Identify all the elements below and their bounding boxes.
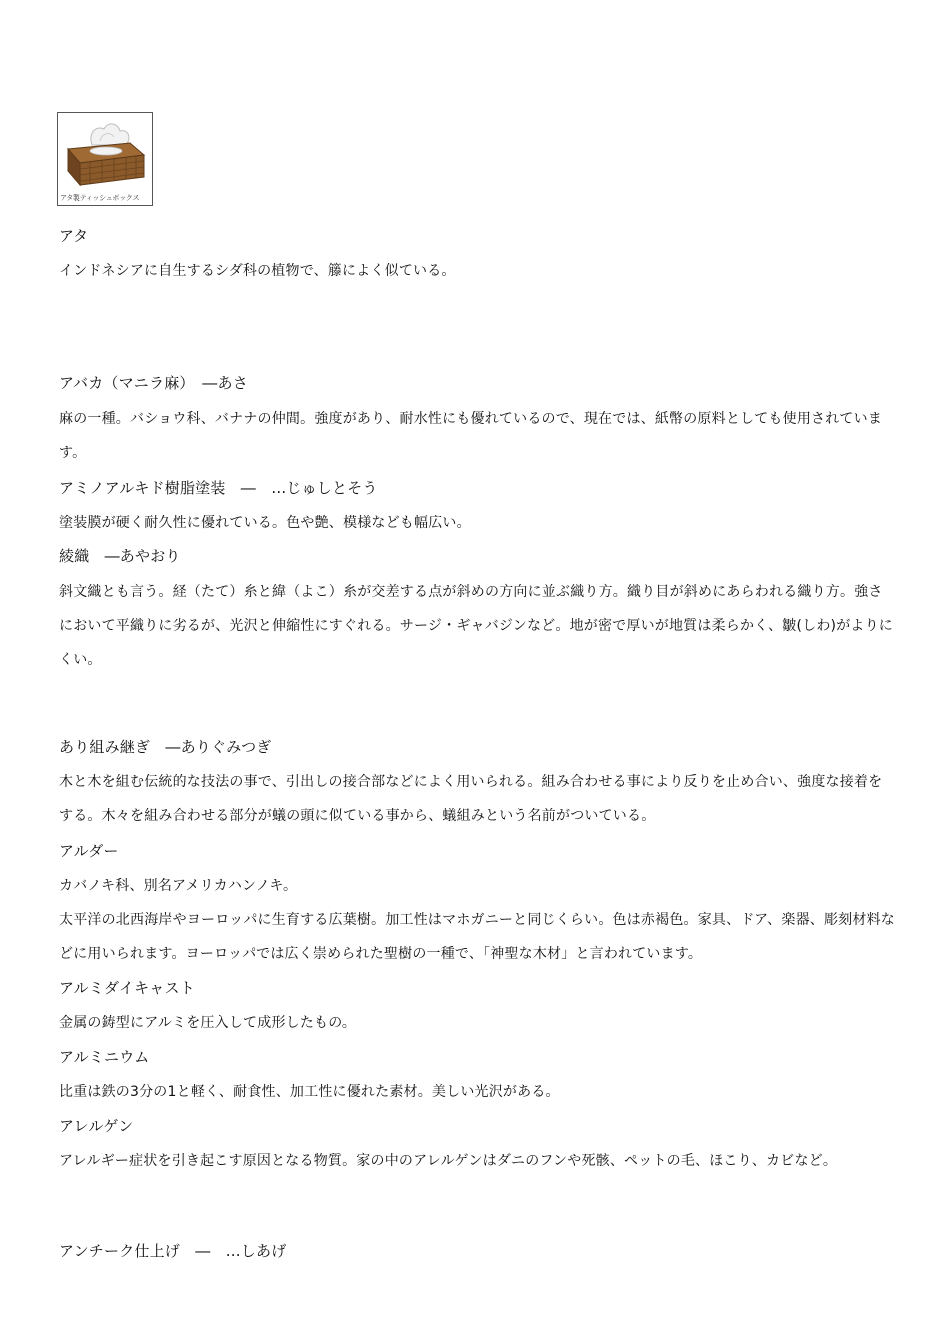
- term-antique-finish: アンチーク仕上げ ― …しあげ: [59, 1242, 287, 1260]
- term-aluminium: アルミニウム: [59, 1048, 150, 1066]
- desc-ayaori: 斜文織とも言う。経（たて）糸と緯（よこ）糸が交差する点が斜めの方向に並ぶ織り方。織り目が斜めにあらわれる織り方。強さにおいて平織りに劣るが、光沢と伸縮性にすぐれる。サージ・ギャバジンなど。地が密で厚いが地質は柔らかく、皺(しわ)がよりにくい。: [59, 584, 894, 668]
- term-ata: アタ: [59, 227, 89, 245]
- desc-aluminium: 比重は鉄の3分の1と軽く、耐食性、加工性に優れた素材。美しい光沢がある。: [59, 1084, 560, 1100]
- term-abaka: アバカ（マニラ麻） ―あさ: [59, 374, 248, 392]
- term-die-cast: アルミダイキャスト: [59, 979, 195, 997]
- desc-allergen: アレルギー症状を引き起こす原因となる物質。家の中のアレルゲンはダニのフンや死骸、ペットの毛、ほこり、カビなど。: [59, 1153, 838, 1169]
- desc-ata: インドネシアに自生するシダ科の植物で、籐によく似ている。: [59, 263, 456, 279]
- image-caption: アタ製ティッシュボックス: [60, 194, 140, 202]
- tissue-box-illustration: [60, 115, 150, 191]
- desc-die-cast: 金属の鋳型にアルミを圧入して成形したもの。: [59, 1015, 357, 1031]
- desc-abaka: 麻の一種。バショウ科、バナナの仲間。強度があり、耐水性にも優れているので、現在では、紙幣の原料としても使用されています。: [59, 411, 883, 461]
- term-arigumi: あり組み継ぎ ―ありぐみつぎ: [59, 738, 272, 756]
- desc-amino-alkyd: 塗装膜が硬く耐久性に優れている。色や艶、模様なども幅広い。: [59, 515, 471, 531]
- desc-alder-1: カバノキ科、別名アメリカハンノキ。: [59, 878, 298, 894]
- term-alder: アルダー: [59, 842, 119, 860]
- desc-alder-2: 太平洋の北西海岸やヨーロッパに生育する広葉樹。加工性はマホガニーと同じくらい。色は赤褐色。家具、ドア、楽器、彫刻材料などに用いられます。ヨーロッパでは広く崇められた聖樹の一種で、「神聖な木材」と言われています。: [59, 912, 895, 962]
- term-ayaori: 綾織 ―あやおり: [59, 547, 181, 565]
- ata-tissue-box-image: [57, 112, 153, 206]
- desc-arigumi: 木と木を組む伝統的な技法の事で、引出しの接合部などによく用いられる。組み合わせる事により反りを止め合い、強度な接着をする。木々を組み合わせる部分が蟻の頭に似ている事から、蟻組みという名前がついている。: [59, 774, 883, 824]
- term-allergen: アレルゲン: [59, 1117, 134, 1135]
- term-amino-alkyd: アミノアルキド樹脂塗装 ― …じゅしとそう: [59, 479, 378, 497]
